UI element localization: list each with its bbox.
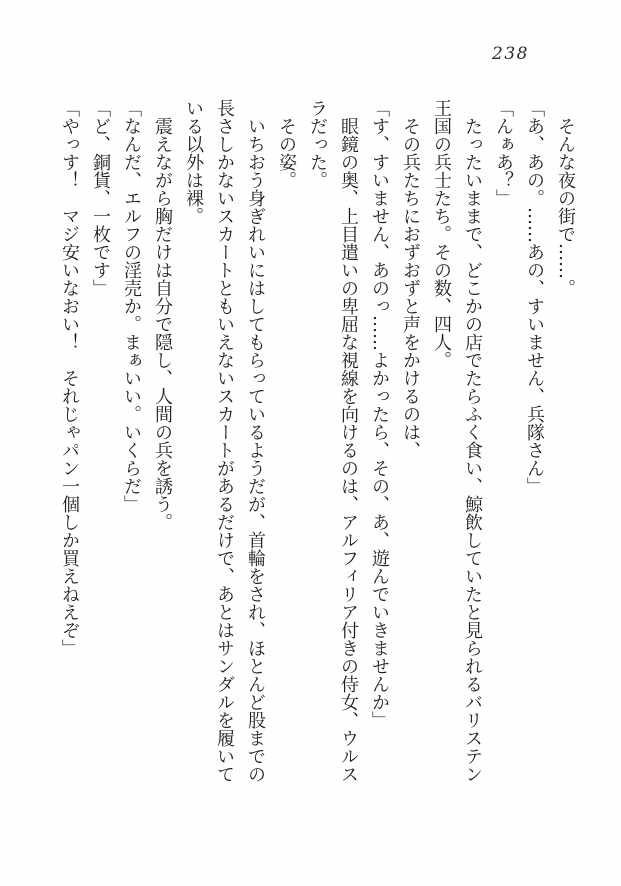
paragraph: 震えながら胸だけは自分で隠し、人間の兵を誘う。 (152, 117, 173, 531)
paragraph: たったいままで、どこかの店でたらふく食い、鯨飲していたと見られるバリステン王国の兵士たち。その数、四人。 (431, 99, 483, 783)
text-block (45, 99, 581, 783)
paragraph: 「やっす！ マジ安いなおい！ それじゃパン一個しか買えねえぞ」 (59, 99, 80, 657)
paragraph: その姿。 (276, 117, 297, 189)
paragraph: 「す、すいません、あのっ……よかったら、その、あ、遊んでいきませんか」 (369, 99, 390, 729)
paragraph: そんな夜の街で……。 (555, 117, 576, 297)
paragraph: 「あ、あの。……あの、すいません、兵隊さん」 (524, 99, 545, 495)
paragraph: その兵たちにおずおずと声をかけるのは、 (400, 117, 421, 459)
paragraph: 「ど、銅貨、一枚です」 (90, 99, 111, 297)
paragraph: いちおう身ぎれいにはしてもらっているようだが、首輪をされ、ほとんど股までの長さしかないスカートともいえないスカートがあるだけで、あとはサンダルを履いている以外は裸。 (183, 99, 266, 783)
paragraph: 「なんだ、エルフの淫売か。まぁいい。いくらだ」 (121, 99, 142, 513)
page-number: 238 (492, 44, 529, 64)
paragraph: 眼鏡の奥、上目遣いの卑屈な視線を向けるのは、アルフィリア付きの侍女、ウルスラだった。 (307, 99, 359, 783)
paragraph: 「んぁあ？」 (493, 99, 514, 207)
